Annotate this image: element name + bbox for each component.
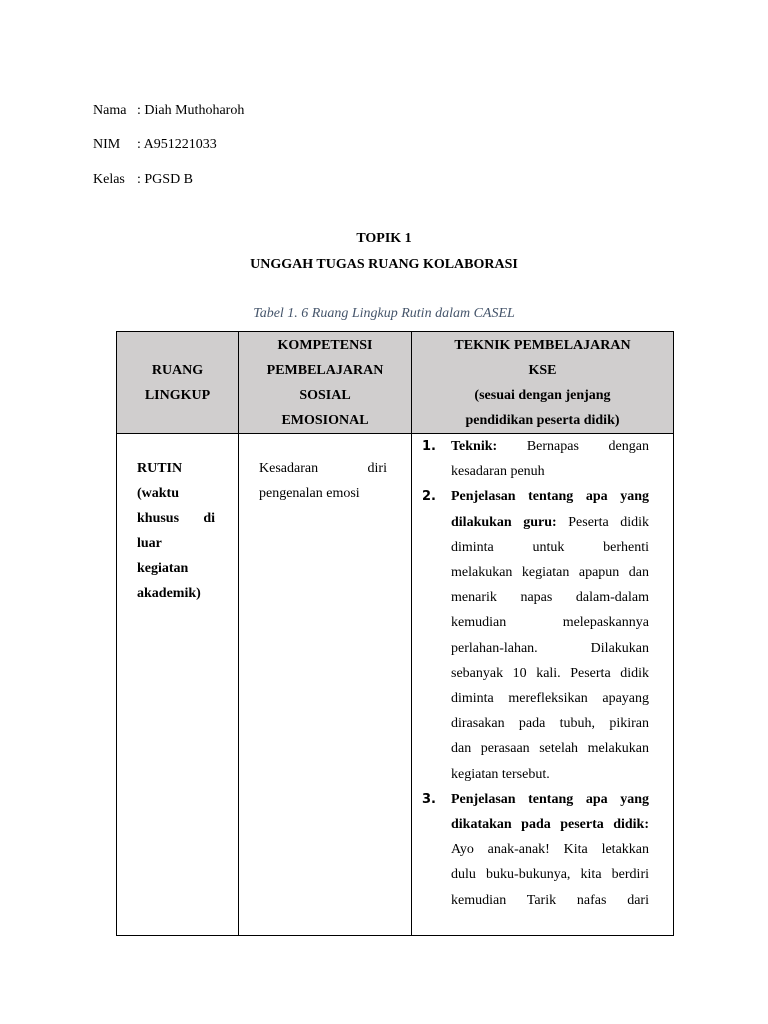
header-competence-line: KOMPETENSI — [277, 337, 373, 353]
item-text-line: Bernapas dengan — [526, 439, 649, 454]
header-technique — [412, 332, 674, 434]
list-item — [422, 484, 649, 786]
item-bold-line: Penjelasan tentang apa yang — [451, 791, 649, 807]
item-bold-line: Penjelasan tentang apa yang — [451, 489, 649, 505]
item-text-line: kemudian melepaskannya — [451, 615, 649, 631]
item-number: 1. — [422, 439, 436, 454]
item-text-line: dulu buku-bukunya, kita berdiri — [451, 867, 649, 883]
item-text-line: diminta merefleksikan apayang — [451, 691, 649, 707]
header-technique-line: (sesuai dengan jenjang — [474, 387, 611, 403]
header-technique-line: TEKNIK PEMBELAJARAN — [454, 337, 631, 353]
item-text-line: Ayo anak-anak! Kita letakkan — [451, 842, 649, 858]
item-text-line: diminta untuk berhenti — [451, 539, 649, 555]
name-label: Nama — [93, 103, 127, 118]
item-number: 2. — [422, 489, 436, 505]
scope-line: RUTIN — [137, 461, 183, 476]
header-competence-line: EMOSIONAL — [281, 412, 369, 428]
technique-cell — [412, 434, 674, 936]
header-competence — [239, 332, 412, 434]
competence-line: Kesadaran diri — [259, 461, 387, 476]
item-text-line: kemudian Tarik nafas dari — [451, 892, 649, 908]
student-nim-row — [93, 137, 217, 153]
header-competence-line: SOSIAL — [299, 387, 351, 403]
scope-line: khusus di — [137, 511, 215, 526]
topic-title: TOPIK 1 — [356, 231, 412, 246]
nim-value: : A951221033 — [137, 137, 217, 152]
item-text-line: melakukan kegiatan apapun dan — [451, 565, 649, 581]
table-caption: Tabel 1. 6 Ruang Lingkup Rutin dalam CASEL — [253, 306, 515, 321]
scope-line: kegiatan — [137, 561, 189, 576]
item-text-line: kegiatan tersebut. — [451, 766, 550, 782]
scope-line: luar — [137, 536, 162, 551]
class-value: : PGSD B — [137, 172, 194, 187]
list-item — [422, 434, 649, 484]
scope-cell — [117, 434, 239, 936]
item-text-line: kesadaran penuh — [451, 464, 545, 480]
list-item — [422, 787, 649, 913]
item-number: 3. — [422, 791, 436, 807]
item-bold-line: dikatakan pada peserta didik: — [451, 817, 649, 833]
header-scope-line: LINGKUP — [144, 387, 211, 403]
competence-cell — [239, 434, 412, 936]
scope-line: (waktu — [137, 486, 180, 501]
header-competence-line: PEMBELAJARAN — [266, 362, 384, 378]
header-technique-line: KSE — [528, 362, 557, 378]
header-scope-line: RUANG — [151, 362, 204, 378]
nim-label: NIM — [93, 137, 121, 152]
item-text-line: dan perasaan setelah melakukan — [451, 741, 649, 757]
casel-table — [116, 331, 674, 936]
item-bold-label: Teknik: — [451, 439, 498, 454]
item-text-line: Peserta didik — [568, 514, 649, 530]
scope-line: akademik) — [137, 586, 201, 601]
student-name-row — [93, 103, 244, 119]
competence-line: pengenalan emosi — [259, 486, 360, 501]
student-class-row — [93, 172, 193, 188]
item-bold-line: dilakukan guru: — [451, 514, 557, 530]
name-value: : Diah Muthoharoh — [137, 103, 245, 118]
table-row — [117, 434, 674, 936]
header-technique-line: pendidikan peserta didik) — [465, 412, 620, 428]
table-header-row — [117, 332, 674, 434]
item-text-line: menarik napas dalam-dalam — [451, 590, 649, 606]
item-text-line: sebanyak 10 kali. Peserta didik — [451, 665, 649, 681]
header-scope — [117, 332, 239, 434]
item-text-line: perlahan-lahan. Dilakukan — [451, 640, 649, 656]
class-label: Kelas — [93, 172, 125, 187]
assignment-title: UNGGAH TUGAS RUANG KOLABORASI — [250, 257, 518, 272]
item-text-line: dirasakan pada tubuh, pikiran — [451, 716, 649, 732]
